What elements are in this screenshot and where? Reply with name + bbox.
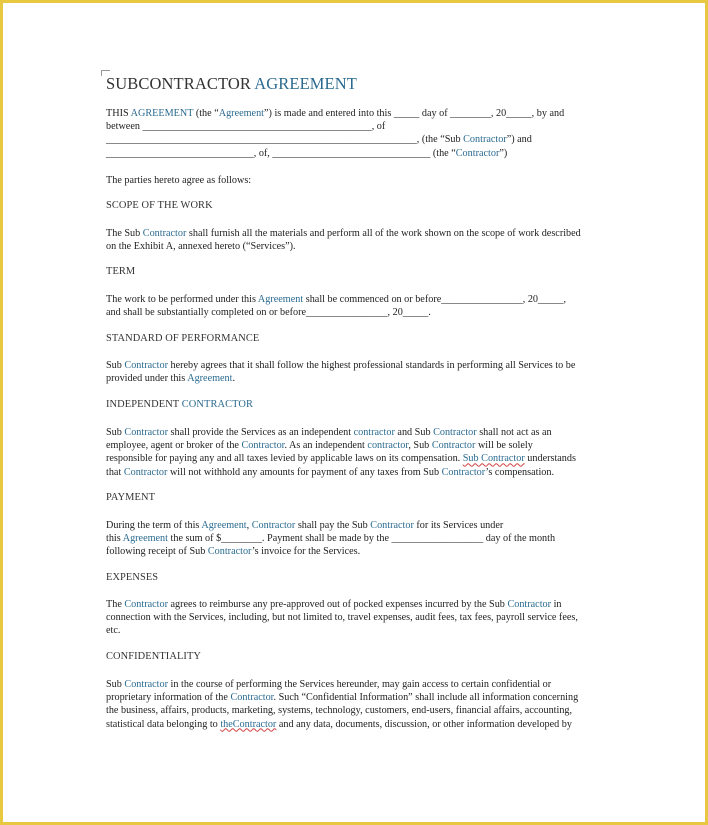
text: Sub <box>106 427 125 438</box>
term-contractor: Contractor <box>433 427 477 438</box>
confidentiality-line-4 <box>106 718 606 731</box>
term-contractor: CONTRACTOR <box>181 399 254 410</box>
term-contractor: Contractor <box>241 440 285 452</box>
heading-term: TERM <box>106 266 136 277</box>
term-paragraph <box>106 293 606 319</box>
expenses-line-1 <box>106 598 606 611</box>
text: The Sub <box>106 228 143 239</box>
text: . Such “Confidential Information” shall include all information concerning <box>273 692 579 704</box>
expenses-paragraph <box>106 598 606 638</box>
term-contractor: Contractor <box>251 520 296 531</box>
text: proprietary information of the <box>106 692 231 704</box>
text: provided under this <box>106 373 188 385</box>
heading-standard: STANDARD OF PERFORMANCE <box>106 333 260 344</box>
intro-line-1 <box>106 107 606 120</box>
text: During the term of this <box>106 520 202 531</box>
text: shall provide the Services as an independent <box>167 427 354 438</box>
heading-payment: PAYMENT <box>106 492 156 503</box>
term-contractor: Contractor <box>441 466 486 478</box>
text: will be solely <box>475 440 533 452</box>
text: employee, agent or broker of the <box>106 440 242 452</box>
confidentiality-paragraph <box>106 678 606 731</box>
text: responsible for paying any and all taxes levied by applicable laws on its compensation. <box>106 453 463 465</box>
expenses-line-2: connection with the Services, including, but not limited to, travel expenses, audit fees, tax fees, payroll service fees, <box>106 612 578 624</box>
term-contractor: Contractor <box>370 520 414 531</box>
text: The work to be performed under this <box>106 294 258 305</box>
text: and Sub <box>394 427 434 438</box>
text: shall furnish all the materials and perform all of the work shown on the scope of work described <box>186 228 581 239</box>
intro-line-4 <box>106 147 606 160</box>
term-contractor: contractor <box>353 427 395 438</box>
text: INDEPENDENT <box>106 399 182 410</box>
scope-line-1 <box>106 227 606 240</box>
term-agreement: Agreement <box>201 520 247 531</box>
independent-line-4 <box>106 466 606 479</box>
text: shall not act as an <box>476 427 552 438</box>
confidentiality-line-3: the business, affairs, products, marketing, systems, technology, customers, end-users, financial affairs, accounting, <box>106 705 573 717</box>
text: and any data, documents, discussion, or other information developed by <box>276 718 572 730</box>
text: agrees to reimburse any pre-approved out of pocked expenses incurred by the Sub <box>167 599 508 610</box>
text: ”) <box>499 147 508 159</box>
text: . <box>232 373 236 385</box>
text: hereby agrees that it shall follow the highest professional standards in performing all Services to be <box>167 360 576 371</box>
document-title <box>106 74 357 94</box>
confidentiality-line-2 <box>106 691 606 704</box>
term-contractor-spellcheck: theContractor <box>220 718 277 730</box>
term-contractor: Contractor <box>124 599 168 610</box>
term-contractor: Contractor <box>463 134 507 146</box>
text: for its Services under <box>413 520 504 531</box>
term-contractor: Contractor <box>123 466 168 478</box>
term-sub-contractor-spellcheck: Sub Contractor <box>462 453 525 465</box>
expenses-line-3: etc. <box>106 625 121 637</box>
standard-paragraph <box>106 359 606 385</box>
heading-expenses: EXPENSES <box>106 572 159 583</box>
text: ’s compensation. <box>485 466 555 478</box>
text: statistical data belonging to <box>106 718 221 730</box>
independent-line-1 <box>106 426 606 439</box>
payment-paragraph <box>106 519 606 559</box>
text: . As an independent <box>284 440 368 452</box>
confidentiality-line-1 <box>106 678 606 691</box>
scope-line-2: on the Exhibit A, annexed hereto (“Services”). <box>106 241 296 253</box>
term-contractor: contractor <box>367 440 409 452</box>
text: will not withhold any amounts for payment of any taxes from Sub <box>167 466 442 478</box>
standard-line-1 <box>106 359 606 372</box>
text: the sum of $________. Payment shall be made by the __________________ day of the month <box>167 533 556 545</box>
independent-line-3 <box>106 452 606 465</box>
term-line-2: and shall be substantially completed on or before________________, 20_____. <box>106 307 431 319</box>
term-agreement: Agreement <box>187 373 233 385</box>
text: in the course of performing the Services hereunder, may gain access to certain confidential or <box>167 679 552 690</box>
intro-line-3 <box>106 133 606 146</box>
text: shall pay the Sub <box>295 520 371 531</box>
payment-line-2 <box>106 532 606 545</box>
term-line-1 <box>106 293 606 306</box>
text: _____________________________________________________________, (the “Sub <box>106 134 464 146</box>
text: ”) is made and entered into this _____ day of ________, 20_____, by and <box>264 108 565 119</box>
term-agreement: AGREEMENT <box>130 108 194 119</box>
text: following receipt of Sub <box>106 546 208 558</box>
text: THIS <box>106 108 131 119</box>
text: The <box>106 599 125 610</box>
title-highlight: AGREEMENT <box>254 74 357 93</box>
term-contractor: Contractor <box>230 692 274 704</box>
text: ’s invoice for the Services. <box>251 546 361 558</box>
term-agreement: Agreement <box>122 533 168 545</box>
heading-confidentiality: CONFIDENTIALITY <box>106 651 202 662</box>
text: ”) and <box>506 134 532 146</box>
text: (the “ <box>193 108 219 119</box>
term-contractor: Contractor <box>431 440 476 452</box>
text: that <box>106 466 124 478</box>
heading-scope: SCOPE OF THE WORK <box>106 200 213 211</box>
term-contractor: Contractor <box>207 546 252 558</box>
text: shall be commenced on or before________________, 20_____, <box>303 294 567 305</box>
term-contractor: Contractor <box>142 228 187 239</box>
payment-line-3 <box>106 545 606 558</box>
title-text: SUBCONTRACTOR <box>106 74 255 93</box>
intro-paragraph <box>106 107 606 160</box>
parties-paragraph: The parties hereto agree as follows: <box>106 175 252 186</box>
standard-line-2 <box>106 372 606 385</box>
text: this <box>106 533 123 545</box>
term-contractor: Contractor <box>124 427 168 438</box>
text: , Sub <box>408 440 432 452</box>
payment-line-1 <box>106 519 606 532</box>
text: understands <box>524 453 576 465</box>
text: Sub <box>106 360 125 371</box>
text: Sub <box>106 679 125 690</box>
term-contractor: Contractor <box>124 360 168 371</box>
text: in <box>551 599 562 610</box>
term-contractor: Contractor <box>124 679 168 690</box>
term-agreement: Agreement <box>257 294 304 305</box>
term-contractor: Contractor <box>507 599 552 610</box>
independent-paragraph <box>106 426 606 479</box>
text: _____________________________, of, _______________________________ (the “ <box>106 147 456 159</box>
heading-independent-contractor <box>106 399 253 410</box>
text: , <box>246 520 252 531</box>
independent-line-2 <box>106 439 606 452</box>
term-contractor: Contractor <box>455 147 500 159</box>
intro-line-2: between _____________________________________________, of <box>106 121 386 133</box>
term-agreement: Agreement <box>218 108 264 119</box>
scope-paragraph <box>106 227 606 253</box>
